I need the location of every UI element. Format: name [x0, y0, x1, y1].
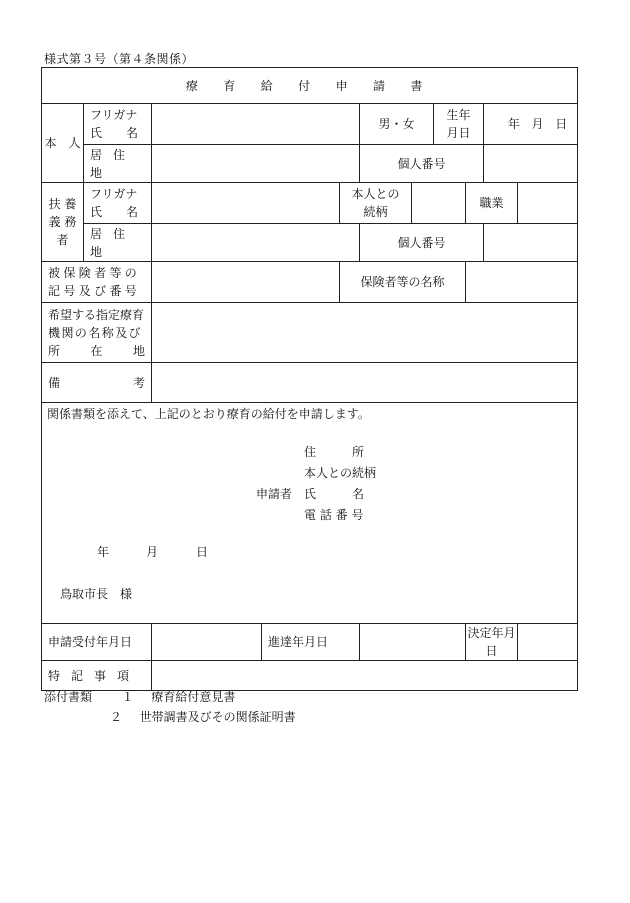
- guardian-address-field[interactable]: [152, 224, 360, 262]
- attachment-1-number: １: [121, 690, 134, 704]
- declaration-block: [42, 403, 578, 624]
- remarks-label-a: 備: [48, 375, 61, 390]
- special-notes-label: 特 記 事 項: [42, 661, 152, 691]
- facility-label: [42, 303, 152, 363]
- application-form-table: [41, 67, 578, 691]
- facility-label-3a: 所: [48, 343, 61, 358]
- insurance-number-field[interactable]: [152, 262, 340, 303]
- guardian-id-field[interactable]: [484, 224, 578, 262]
- guardian-label-3: 者: [56, 233, 69, 247]
- guardian-relation-label-1: 本人との: [351, 187, 400, 201]
- applicant-phone-label: 電 話 番 号: [304, 508, 364, 522]
- person-furigana-label: フリガナ: [90, 108, 138, 122]
- person-name-field[interactable]: [152, 104, 360, 145]
- attachment-1-text: 療育給付意見書: [151, 690, 236, 704]
- person-group-label: 本 人: [42, 104, 84, 183]
- guardian-label-1: 扶 養: [48, 197, 77, 211]
- person-address-field[interactable]: [152, 145, 360, 183]
- insurer-name-field[interactable]: [466, 262, 578, 303]
- guardian-relation-label: [340, 183, 412, 224]
- application-date-year: 年: [97, 545, 110, 559]
- person-name-text: 氏 名: [90, 126, 139, 140]
- guardian-furigana-label: フリガナ: [90, 187, 138, 201]
- attachment-2-text: 世帯調書及びその関係証明書: [139, 710, 296, 724]
- remarks-field[interactable]: [152, 363, 578, 403]
- person-name-label: [84, 104, 152, 145]
- received-date-field[interactable]: [152, 624, 262, 661]
- guardian-label-2: 義 務: [48, 215, 77, 229]
- form-number-label: 様式第３号（第４条関係）: [44, 52, 195, 66]
- person-dob-month: 月: [531, 117, 544, 131]
- person-dob-label-1: 生年: [446, 108, 471, 122]
- person-dob-label-2: 月日: [446, 126, 471, 140]
- declaration-statement: 関係書類を添えて、上記のとおり療育の給付を申請します。: [47, 407, 370, 421]
- application-date-day: 日: [196, 545, 209, 559]
- insurance-label-2: 記号及び番号: [48, 284, 141, 298]
- attachments-line-2: [110, 708, 296, 725]
- person-dob-year: 年: [507, 117, 520, 131]
- received-date-label: 申請受付年月日: [42, 624, 152, 661]
- form-title: 療 育 給 付 申 請 書: [42, 68, 578, 104]
- application-date-month: 月: [146, 545, 159, 559]
- decision-date-field[interactable]: [518, 624, 578, 661]
- person-id-field[interactable]: [484, 145, 578, 183]
- person-dob-field[interactable]: [484, 104, 578, 145]
- facility-label-3c: 地: [132, 343, 145, 358]
- person-gender-field[interactable]: 男・女: [360, 104, 434, 145]
- special-notes-field[interactable]: [152, 661, 578, 691]
- insurance-number-label: [42, 262, 152, 303]
- decision-date-label: 決定年月日: [466, 624, 518, 661]
- facility-label-3: [48, 342, 145, 360]
- guardian-name-text: 氏 名: [90, 205, 139, 219]
- applicant-name-label: 氏 名: [304, 487, 365, 501]
- remarks-label: [42, 363, 152, 403]
- insurer-name-label: 保険者等の名称: [340, 262, 466, 303]
- guardian-id-label: 個人番号: [360, 224, 484, 262]
- facility-label-3b: 在: [90, 343, 103, 358]
- guardian-address-label: 居 住 地: [84, 224, 152, 262]
- attachments-label: 添付書類: [44, 690, 93, 704]
- guardian-occupation-field[interactable]: [518, 183, 578, 224]
- guardian-group-label: [42, 183, 84, 262]
- facility-field[interactable]: [152, 303, 578, 363]
- attachment-2-number: ２: [110, 710, 123, 724]
- facility-label-1: 希望する指定療育: [48, 307, 145, 322]
- person-dob-day: 日: [555, 117, 568, 131]
- addressee: 鳥取市長 様: [60, 587, 133, 601]
- person-address-label: 居 住 地: [84, 145, 152, 183]
- facility-label-2: 機関の名称及び: [48, 325, 143, 340]
- transmitted-date-label: 進達年月日: [262, 624, 360, 661]
- applicant-address-label: 住 所: [304, 445, 365, 459]
- guardian-name-label: [84, 183, 152, 224]
- applicant-relation-label: 本人との続柄: [304, 466, 377, 480]
- remarks-label-b: 考: [132, 375, 145, 390]
- guardian-occupation-label: 職業: [466, 183, 518, 224]
- insurance-label-1: 被保険者等の: [48, 266, 141, 280]
- guardian-name-field[interactable]: [152, 183, 340, 224]
- guardian-relation-field[interactable]: [412, 183, 466, 224]
- transmitted-date-field[interactable]: [360, 624, 466, 661]
- attachments-line-1: [44, 688, 235, 705]
- person-dob-label: [434, 104, 484, 145]
- person-id-label: 個人番号: [360, 145, 484, 183]
- applicant-label: 申請者: [256, 487, 293, 501]
- guardian-relation-label-2: 続柄: [363, 205, 388, 219]
